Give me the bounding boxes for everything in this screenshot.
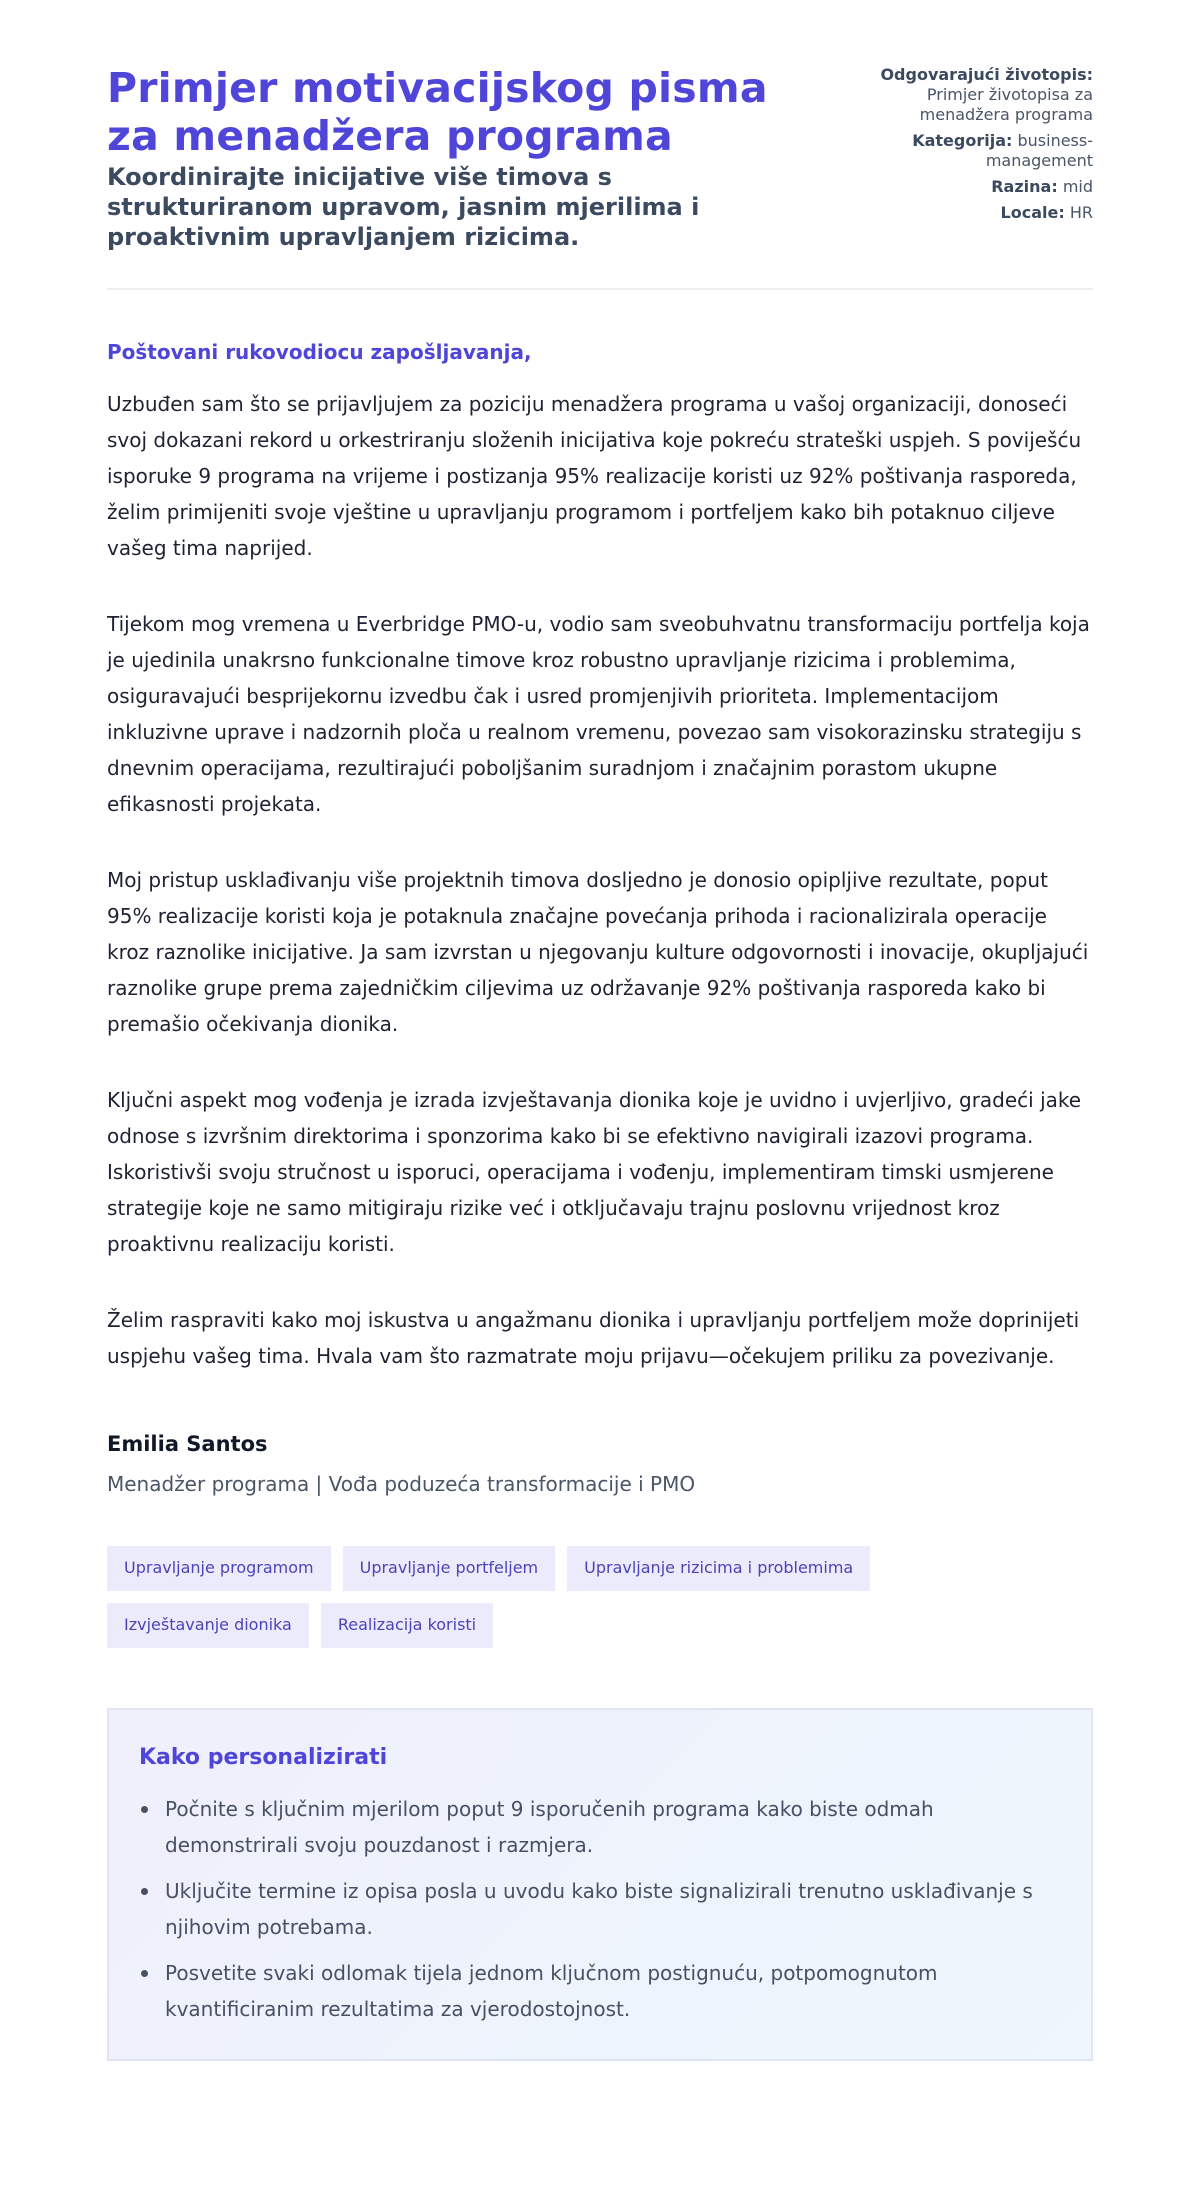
signature-block (107, 1430, 1093, 1498)
letter-paragraph: Tijekom mog vremena u Everbridge PMO-u, vodio sam sveobuhvatnu transformaciju portfelja koja je ujedinila unakrsno funkcionalne timove kroz robustno upravljanje rizicima i problemima, osiguravajući besprijekornu izvedbu čak i usred promjenjivih prioriteta. Implementacijom inkluzivne uprave i nadzornih ploča u realnom vremenu, povezao sam visokorazinsku strategiju s dnevnim operacijama, rezultirajući poboljšanim suradnjom i značajnim porastom ukupne efikasnosti projekata. (107, 612, 1090, 816)
cover-letter-page (107, 0, 1093, 2129)
tip-item (165, 1791, 1061, 1863)
meta-matching-resume (843, 65, 1093, 125)
meta-level (843, 177, 1093, 197)
bullet-icon (141, 1970, 148, 1977)
bullet-icon (141, 1888, 148, 1895)
header-titles (107, 64, 807, 252)
tip-text: Počnite s ključnim mjerilom poput 9 isporučenih programa kako biste odmah demonstrirali svoju pouzdanost i razmjera. (165, 1797, 934, 1857)
meta-level-value: mid (1062, 177, 1093, 196)
signature-role: Menadžer programa | Vođa poduzeća transformacije i PMO (107, 1472, 696, 1496)
meta-locale-value: HR (1069, 203, 1093, 222)
bullet-icon (141, 1806, 148, 1813)
letter-paragraph: Ključni aspekt mog vođenja je izrada izvještavanja dionika koje je uvidno i uvjerljivo, gradeći jake odnose s izvršnim direktorima i sponzorima kako bi se efektivno navigirali izazovi programa. Iskoristivši svoju stručnost u isporuci, operacijama i vođenju, implementiram timski usmjerene strategije koje ne samo mitigiraju rizike već i otključavaju trajnu poslovnu vrijednost kroz proaktivnu realizaciju koristi. (107, 1088, 1082, 1256)
letter-paragraph: Moj pristup usklađivanju više projektnih timova dosljedno je donosio opipljive rezultate, poput 95% realizacije koristi koja je potaknula značajne povećanja prihoda i racionalizirala operacije kroz raznolike inicijative. Ja sam izvrstan u njegovanju kulture odgovornosti i inovacije, okupljajući raznolike grupe prema zajedničkim ciljevima uz održavanje 92% poštivanja rasporeda kako bi premašio očekivanja dionika. (107, 868, 1089, 1036)
skill-tag: Upravljanje portfeljem (343, 1546, 556, 1591)
meta-level-label: Razina: (991, 177, 1058, 196)
tips-title: Kako personalizirati (139, 1745, 388, 1770)
letter-paragraph: Uzbuđen sam što se prijavljujem za poziciju menadžera programa u vašoj organizaciji, donoseći svoj dokazani rekord u orkestriranju složenih inicijativa koje pokreću strateški uspjeh. S poviješću isporuke 9 programa na vrijeme i postizanja 95% realizacije koristi uz 92% poštivanja rasporeda, želim primijeniti svoje vještine u upravljanju programom i portfeljem kako bih potaknuo ciljeve vašeg tima naprijed. (107, 392, 1082, 560)
meta-category-value: business-management (985, 131, 1093, 170)
tip-text: Uključite termine iz opisa posla u uvodu kako biste signalizirali trenutno usklađivanje s njihovim potrebama. (165, 1879, 1033, 1939)
signature-name: Emilia Santos (107, 1432, 268, 1456)
skill-tag: Upravljanje programom (107, 1546, 331, 1591)
tip-item (165, 1955, 1061, 2027)
letter-greeting: Poštovani rukovodiocu zapošljavanja, (107, 340, 532, 364)
letter-body (107, 386, 1093, 1374)
page-subtitle: Koordinirajte inicijative više timova s strukturiranom upravom, jasnim mjerilima i proaktivnim upravljanjem rizicima. (107, 163, 700, 251)
meta-panel (843, 64, 1093, 229)
page-header (107, 64, 1093, 290)
meta-category (843, 131, 1093, 171)
meta-category-label: Kategorija: (912, 131, 1013, 150)
skill-tag: Realizacija koristi (321, 1603, 493, 1648)
skill-tags (107, 1546, 937, 1648)
meta-locale-label: Locale: (1000, 203, 1065, 222)
meta-locale (843, 203, 1093, 223)
page-title: Primjer motivacijskog pisma za menadžera programa (107, 64, 768, 160)
tip-text: Posvetite svaki odlomak tijela jednom ključnom postignuću, potpomognutom kvantificiranim rezultatima za vjerodostojnost. (165, 1961, 938, 2021)
meta-resume-label: Odgovarajući životopis: (880, 65, 1093, 84)
letter-paragraph: Želim raspraviti kako moj iskustva u angažmanu dionika i upravljanju portfeljem može doprinijeti uspjehu vašeg tima. Hvala vam što razmatrate moju prijavu—očekujem priliku za povezivanje. (107, 1308, 1080, 1368)
skill-tag: Izvještavanje dionika (107, 1603, 309, 1648)
meta-resume-value: Primjer životopisa za menadžera programa (919, 85, 1093, 124)
skill-tag: Upravljanje rizicima i problemima (567, 1546, 870, 1591)
tips-list (139, 1791, 1061, 2027)
tip-item (165, 1873, 1061, 1945)
personalization-tips-box (107, 1708, 1093, 2061)
